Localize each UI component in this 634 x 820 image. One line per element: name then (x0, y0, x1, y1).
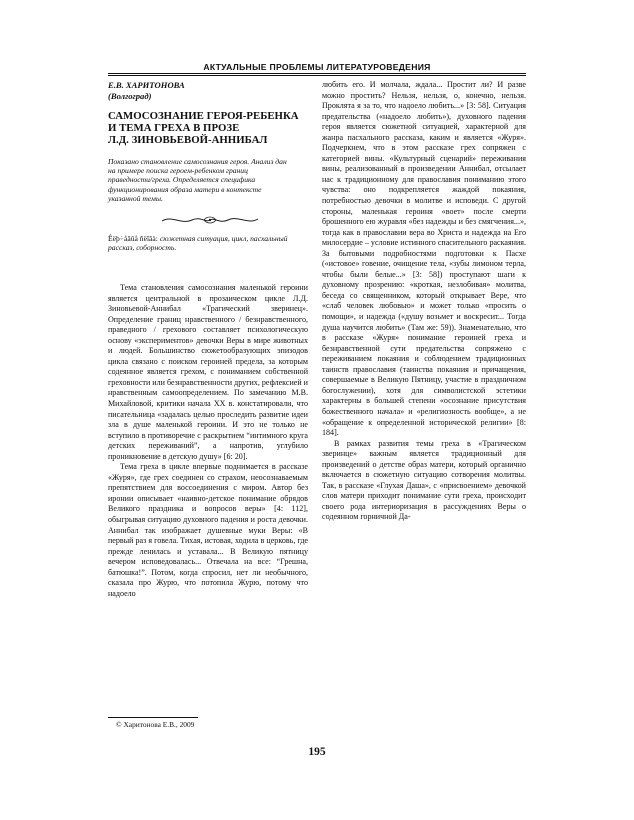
running-head-text: АКТУАЛЬНЫЕ ПРОБЛЕМЫ ЛИТЕРАТУРОВЕДЕНИЯ (199, 62, 434, 72)
abstract: Показано становление самосознания героя. Анализ дан на примере поиска героем-ребенком границ праведности/греха. Определяется специфика функционирования образа матери в контексте указанной темы. (108, 156, 287, 204)
keywords-label: Êëþ÷åâûå ñëîâà: (108, 233, 158, 243)
copyright-footnote: © Харитонова Е.В., 2009 (116, 720, 195, 729)
title-line: САМОСОЗНАНИЕ ГЕРОЯ-РЕБЕНКА (108, 110, 299, 122)
title-line: И ТЕМА ГРЕХА В ПРОЗЕ (108, 122, 240, 135)
keywords-list: сюжетная ситуация, цикл, пасхальный рассказ, соборность. (108, 233, 288, 253)
paragraph: В рамках развития темы греха в «Трагическом зверинце» важным является традиционный для произведений о детстве образ матери, который органично включается в сюжетную ситуацию сотворения молитвы. Так, в рассказе «Глухая Даша», с «присвоением» девочкой слов матери приходит понимание сути греха, происходит своего рода интериоризация в рассуждениях Веры о содеянном горничной Да- (322, 438, 526, 522)
title-line: Л.Д. ЗИНОВЬЕВОЙ-АННИБАЛ (108, 134, 268, 147)
paragraph: Тема становления самосознания маленькой героини является центральной в прозаическом цикле Л.Д. Зиновьевой-Аннибал «Трагический зверинец». Определение границ нравственного / безнравственного, праведного / грехового составляет психологическую основу «экспериментов» девочки Веры в мире животных и людей. Большинство сюжетообразующих эпизодов цикла связано с поиском героиней предела, за которым содеянное является грехом, с пониманием собственной греховности или безнравственности других, рефлексией и нравственным самоопределением. По замечанию М.В. Михайловой, критики начала XX в. констатировали, что писательница «задалась целью проследить развитие идеи зла в душе маленькой героини. И это не только не вступило в противоречие с раскрытием “интимного круга детских переживаний”, а напротив, углубило проникновение в детскую душу» [6: 20]. (108, 283, 308, 461)
running-head (108, 62, 526, 72)
keywords (108, 234, 308, 253)
paragraph: Тема греха в цикле впервые поднимается в рассказе «Журя», где грех соединен со страхом, неосознаваемым препятствием для воссоединения с миром. Автор без иронии описывает «наивно-детское понимание обрядов Великого праздника и вопросов веры» [4: 112], обыгрывая ситуацию духовного падения и роста девочки. Аннибал так изображает душевные муки Веры: «В первый раз я говела. Тихая, истовая, ходила в церковь, где прежде ленилась и уставала... В Великую пятницу вечером исповедовалась... Отвечала на все: “Грешна, батюшка!”. Потом, когда спросил, нет ли необычного, сказала про Журю, что потопила Журю, потому что надоело (108, 462, 308, 598)
author-city: (Волгоград) (108, 90, 152, 101)
page-number: 195 (308, 746, 326, 758)
footnote-rule (108, 717, 198, 718)
right-column-body (322, 80, 526, 523)
article-title (108, 110, 308, 147)
article-front-matter (108, 80, 308, 252)
paragraph: любить его. И молчала, ждала... Простит ли? И разве можно простить? Нельзя, нельзя, о, конечно, нельзя. Проклята я за то, что надоело любить...» [3: 58]. Ситуация предательства («надоело любить»), духовного падения героя является сюжетной ситуацией, характерной для жанра пасхального рассказа, каким и является «Журя». Подчеркнем, что в этом рассказе грех сопряжен с категорией вины. «Культурный сценарий» переживания вины, реализованный в произведении Аннибал, отсылает нас к традиционному для православия пониманию этого чувства: оно подкрепляется жаждой покаяния, потребностью девочки в молитве и исповеди. С другой стороны, маленькая героиня «воет» после смерти брошенного ею журавля «без надежды и без смягчения...», тогда как в православии вера во Христа и надежда на Его милосердие – условие истинного спасительного раскаяния. За бытовыми подробностями подготовки к Пасхе («истовое» говение, очищение тела, «зубы лимоном терла, чтобы были белые...» [3: 58]) проступают шаги к духовному прозрению: «кроткая, незлобивая» молитва, беседа со священником, который открывает Вере, что «слаб человек любовью» и может только «просить о помощи», и надежда («душу возьмет и воскресит... Тогда душа научится любить» (Там же: 59)). Знаменательно, что в рассказе «Журя» понимание героиней греха и безнравственной сути предательства сопряжено с переживанием покаяния и соблюдением традиционных таинств православия (таинства покаяния и причащения, совершаемые в Великую Пятницу, участие в праздничном богослужении), хотя для символистской эстетики характерны в большей степени «осознание присутствия божественного начала» и «религиозность вообще», а не «обращение к определенной исторической религии» [8: 184]. (322, 80, 526, 438)
author-name: Е.В. ХАРИТОНОВА (108, 80, 185, 90)
ornament-icon (160, 213, 260, 227)
left-column-body (108, 283, 308, 599)
header-rule (108, 73, 526, 76)
